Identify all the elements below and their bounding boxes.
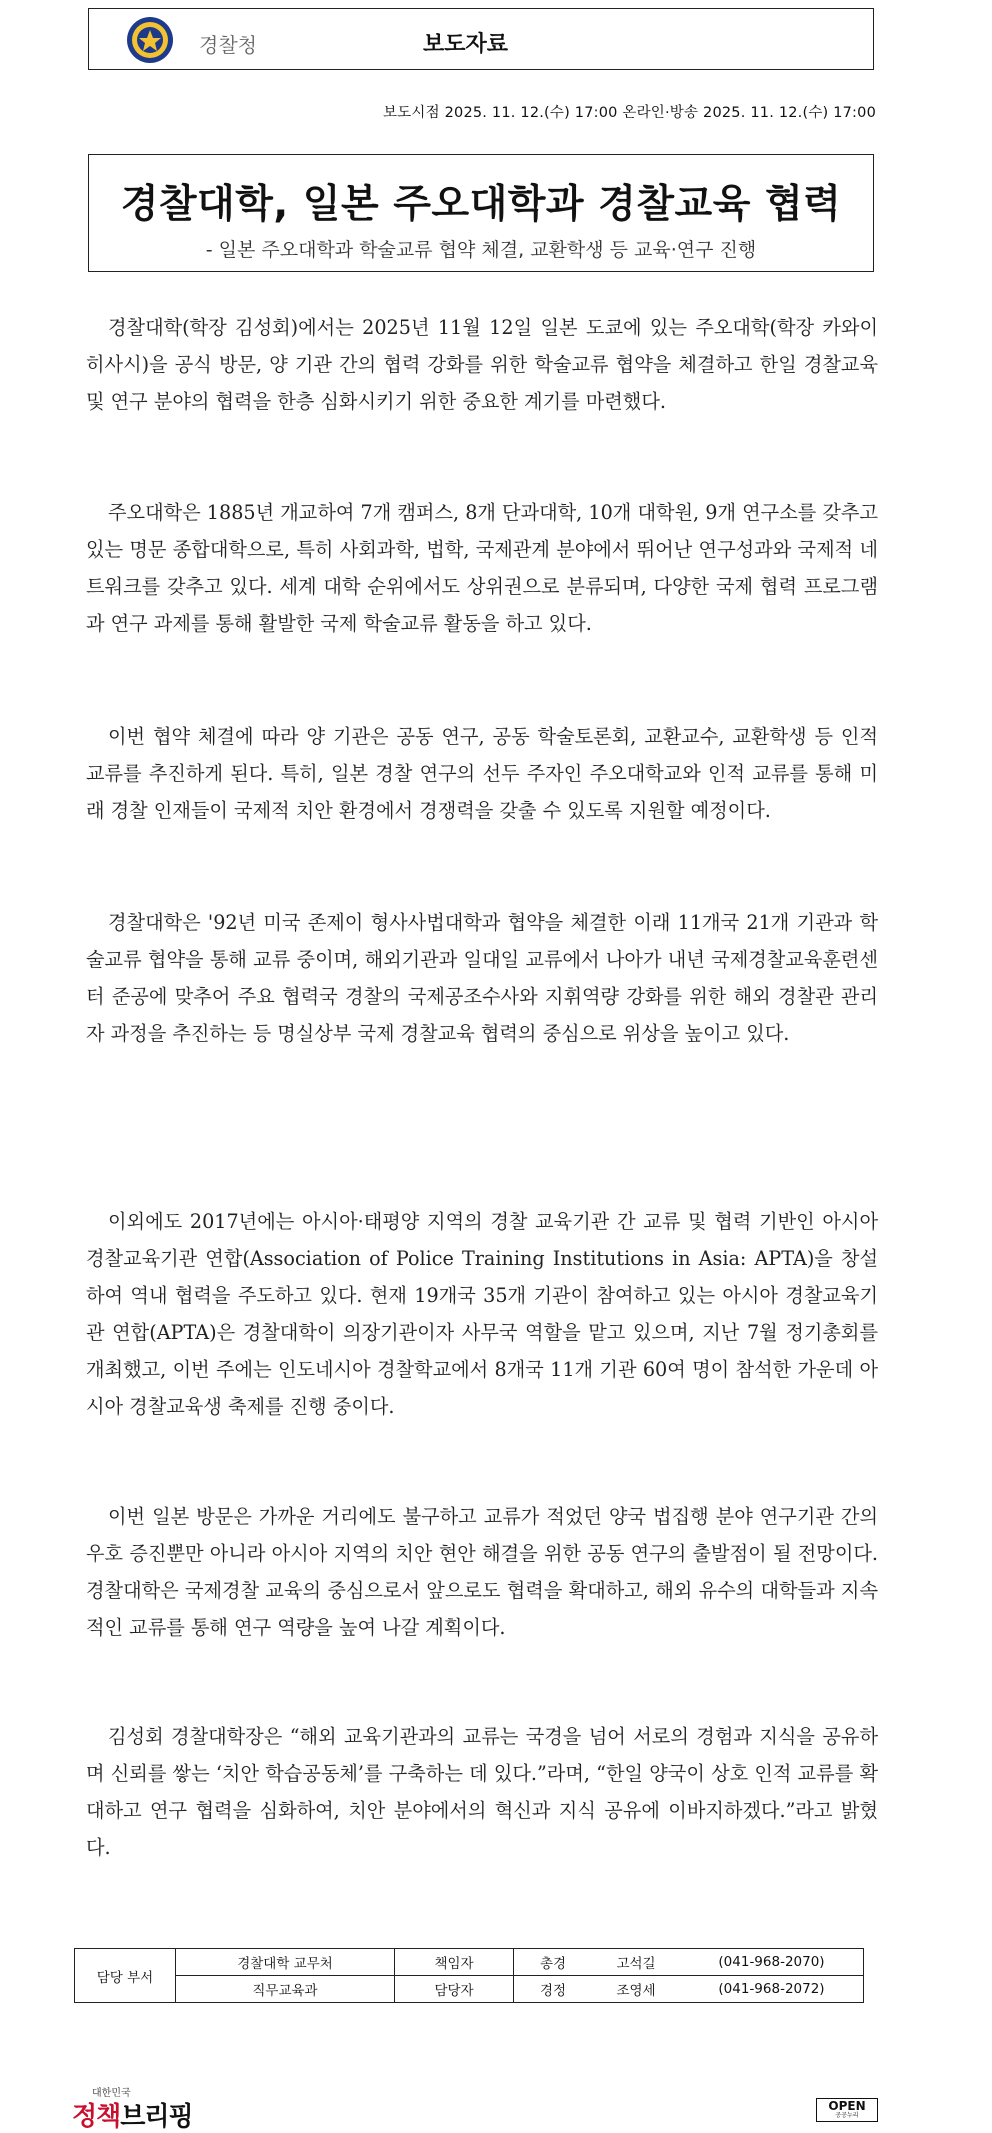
contact-phone: (041-968-2072)	[680, 1976, 864, 2003]
contact-name: 조영세	[592, 1976, 680, 2003]
footer-brand-logo	[72, 2096, 193, 2133]
footer-brand-small: 대한민국	[92, 2088, 131, 2099]
contact-rank: 총경	[514, 1949, 593, 1976]
header-box	[88, 8, 874, 70]
footer-brand-black: 브리핑	[120, 2102, 193, 2132]
body-paragraph: 주오대학은 1885년 개교하여 7개 캠퍼스, 8개 단과대학, 10개 대학원, 9개 연구소를 갖추고 있는 명문 종합대학으로, 특히 사회과학, 법학, 국제관계 분야에서 뛰어난 연구성과와 국제적 네트워크를 갖추고 있다. 세계 대학 순위에서도 상위권으로 분류되며, 다양한 국제 협력 프로그램과 연구 과제를 통해 활발한 국제 학술교류 활동을 하고 있다.	[86, 501, 878, 635]
dept-label: 담당 부서	[75, 1949, 176, 2003]
body-paragraph: 김성회 경찰대학장은 “해외 교육기관과의 교류는 국경을 넘어 서로의 경험과 지식을 공유하며 신뢰를 쌓는 ‘치안 학습공동체’를 구축하는 데 있다.”라며, “한일 양국이 상호 인적 교류를 확대하고 연구 협력을 심화하여, 치안 분야에서의 혁신과 지식 공유에 이바지하겠다.”라고 밝혔다.	[86, 1725, 878, 1859]
table-row	[75, 1949, 864, 1976]
body-paragraph: 이번 협약 체결에 따라 양 기관은 공동 연구, 공동 학술토론회, 교환교수, 교환학생 등 인적 교류를 추진하게 된다. 특히, 일본 경찰 연구의 선두 주자인 주오대학교와 인적 교류를 통해 미래 경찰 인재들이 국제적 치안 환경에서 경쟁력을 갖출 수 있도록 지원할 예정이다.	[86, 725, 878, 822]
page-title: 경찰대학, 일본 주오대학과 경찰교육 협력	[120, 182, 842, 227]
body-paragraph: 경찰대학은 '92년 미국 존제이 형사사법대학과 협약을 체결한 이래 11개국 21개 기관과 학술교류 협약을 통해 교류 중이며, 해외기관과 일대일 교류에서 나아가 내년 국제경찰교육훈련센터 준공에 맞추어 주요 협력국 경찰의 국제공조수사와 지휘역량 강화를 위한 해외 경찰관 관리자 과정을 추진하는 등 명실상부 국제 경찰교육 협력의 중심으로 위상을 높이고 있다.	[86, 911, 878, 1045]
open-label: OPEN	[828, 2099, 866, 2113]
body-paragraph: 경찰대학(학장 김성회)에서는 2025년 11월 12일 일본 도쿄에 있는 주오대학(학장 카와이 히사시)을 공식 방문, 양 기관 간의 협력 강화를 위한 학술교류 협약을 체결하고 한일 경찰교육 및 연구 분야의 협력을 한층 심화시키기 위한 중요한 계기를 마련했다.	[86, 316, 878, 413]
contact-role: 책임자	[395, 1949, 514, 1976]
dept-line2: 직무교육과	[176, 1976, 395, 2003]
contact-rank: 경정	[514, 1976, 593, 2003]
body-paragraph: 이외에도 2017년에는 아시아·태평양 지역의 경찰 교육기관 간 교류 및 협력 기반인 아시아 경찰교육기관 연합(Association of Police Training Institutions in Asia: APTA)을 창설하여 역내 협력을 주도하고 있다. 현재 19개국 35개 기관이 참여하고 있는 아시아 경찰교육기관 연합(APTA)은 경찰대학이 의장기관이자 사무국 역할을 맡고 있으며, 지난 7월 정기총회를 개최했고, 이번 주에는 인도네시아 경찰학교에서 8개국 11개 기관 60여 명이 참석한 가운데 아시아 경찰교육생 축제를 진행 중이다.	[86, 1210, 878, 1418]
body-paragraph: 이번 일본 방문은 가까운 거리에도 불구하고 교류가 적었던 양국 법집행 분야 연구기관 간의 우호 증진뿐만 아니라 아시아 지역의 치안 현안 해결을 위한 공동 연구의 출발점이 될 전망이다. 경찰대학은 국제경찰 교육의 중심으로서 앞으로도 협력을 확대하고, 해외 유수의 대학들과 지속적인 교류를 통해 연구 역량을 높여 나갈 계획이다.	[86, 1505, 878, 1639]
title-box	[88, 154, 874, 272]
agency-name: 경찰청	[199, 33, 257, 57]
doc-type: 보도자료	[423, 32, 509, 57]
footer-brand-red: 정책	[72, 2102, 121, 2132]
contact-phone: (041-968-2070)	[680, 1949, 864, 1976]
open-license-icon	[816, 2098, 878, 2122]
contact-role: 담당자	[395, 1976, 514, 2003]
release-time: 보도시점 2025. 11. 12.(수) 17:00 온라인·방송 2025. 11. 12.(수) 17:00	[382, 105, 876, 121]
open-sub-label: 공공누리	[835, 2112, 859, 2119]
table-row	[75, 1976, 864, 2003]
contact-name: 고석길	[592, 1949, 680, 1976]
police-emblem-icon	[125, 15, 175, 65]
dept-line1: 경찰대학 교무처	[176, 1949, 395, 1976]
contact-table	[74, 1948, 864, 2003]
page-subtitle: - 일본 주오대학과 학술교류 협약 체결, 교환학생 등 교육·연구 진행	[205, 239, 757, 261]
